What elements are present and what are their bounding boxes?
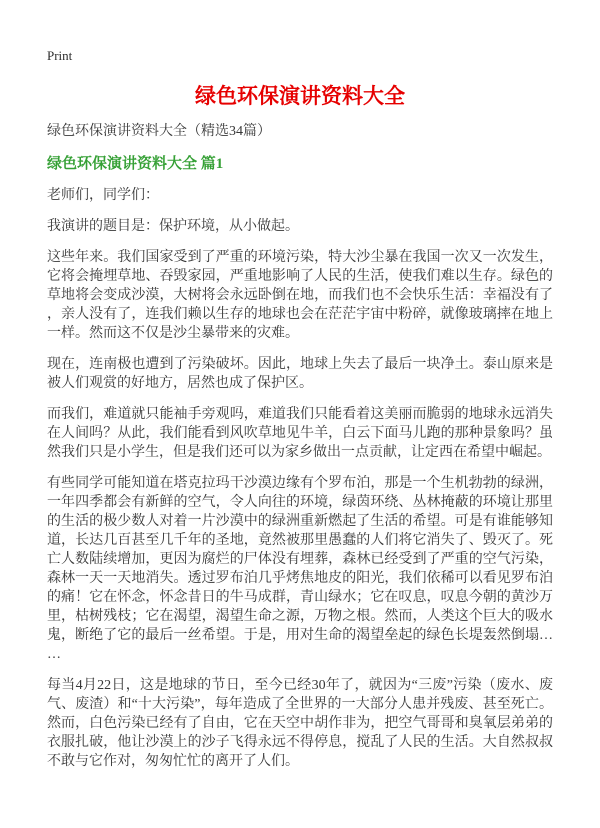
- paragraph: 这些年来。我们国家受到了严重的环境污染，特大沙尘暴在我国一次又一次发生，它将会掩埋草地、吞毁家园，严重地影响了人民的生活，使我们难以生存。绿色的草地将会变成沙漠，大树将会永远卧倒在地，而我们也不会快乐生活：幸福没有了，亲人没有了，连我们赖以生存的地球也会在茫茫宇宙中粉碎，就像玻璃摔在地上一样。然而这不仅是沙尘暴带来的灾难。: [47, 250, 553, 341]
- paragraph-greeting: 老师们，同学们：: [47, 188, 159, 203]
- paragraph: 现在，连南极也遭到了污染破坏。因此，地球上失去了最后一块净土。泰山原来是被人们观赏的好地方，居然也成了保护区。: [47, 357, 553, 391]
- paragraph-topic: 我演讲的题目是：保护环境，从小做起。: [47, 219, 299, 234]
- paragraph: 而我们，难道就只能袖手旁观吗，难道我们只能看着这美丽而脆弱的地球永远消失在人间吗？从此，我们能看到风吹草地见牛羊，白云下面马儿跑的那种景象吗？虽然我们只是小学生，但是我们还可以为家乡做出一点贡献，让定西在希望中崛起。: [47, 407, 553, 460]
- section-heading: 绿色环保演讲资料大全 篇1: [47, 156, 224, 172]
- page-title: 绿色环保演讲资料大全: [195, 84, 405, 108]
- paragraph: 有些同学可能知道在塔克拉玛干沙漠边缘有个罗布泊，那是一个生机勃勃的绿洲，一年四季都会有新鲜的空气，令人向往的环境，绿茵环绕、丛林掩蔽的环境让那里的生活的极少数人对着一片沙漠中的绿洲重新燃起了生活的希望。可是有谁能够知道，长达几百甚至几千年的圣地，竟然被那里愚蠢的人们将它消失了、毁灭了。死亡人数陆续增加，更因为腐烂的尸体没有埋葬，森林已经受到了严重的空气污染，森林一天一天地消失。透过罗布泊几乎烤焦地皮的阳光，我们依稀可以看见罗布泊的痛！它在怀念，怀念昔日的牛马成群，青山绿水；它在叹息，叹息今朝的黄沙万里，枯树残枝；它在渴望，渴望生命之源，万物之根。然而，人类这个巨大的吸水鬼，断绝了它的最后一丝希望。于是，用对生命的渴望垒起的绿色长堤轰然倒塌……: [47, 476, 553, 662]
- subtitle: 绿色环保演讲资料大全（精选34篇）: [47, 124, 271, 139]
- paragraph: 每当4月22日，这是地球的节日，至今已经30年了，就因为“三废”污染（废水、废气、废渣）和“十大污染”，每年造成了全世界的一大部分人患并残废、甚至死亡。然而，白色污染已经有了自由，它在天空中胡作非为，把空气哥哥和臭氧层弟弟的衣服扎破，他让沙漠上的沙子飞得永远不得停息，搅乱了人民的生活。大自然叔叔不敢与它作对，匆匆忙忙的离开了人们。: [47, 678, 553, 769]
- print-link[interactable]: Print: [47, 48, 73, 63]
